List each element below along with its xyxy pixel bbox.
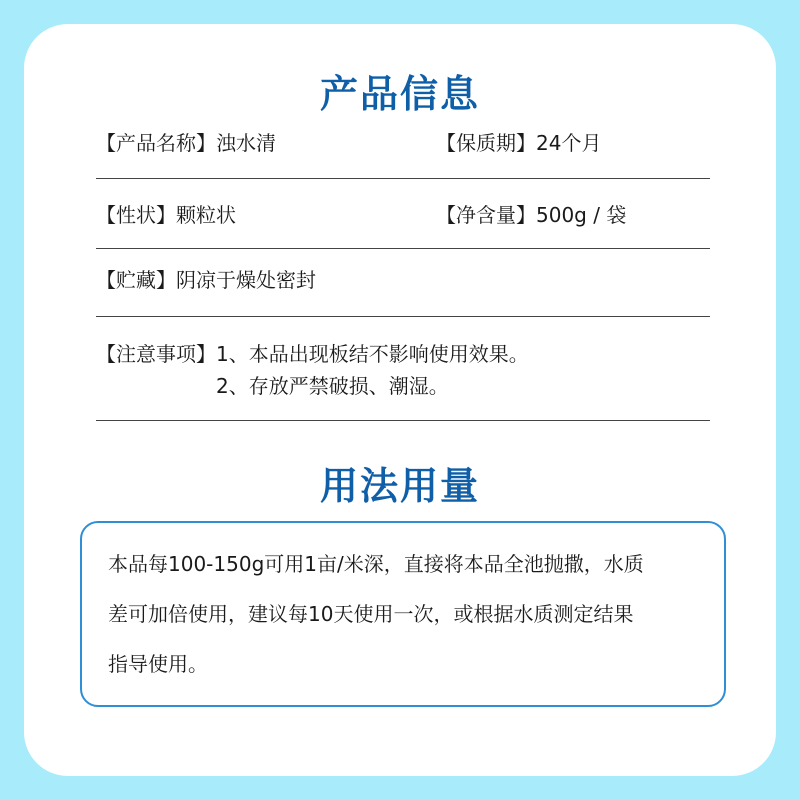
- usage-line: 本品每100-150g可用1亩/米深，直接将本品全池抛撒，水质: [108, 552, 644, 576]
- divider: [96, 248, 710, 249]
- usage-title: 用法用量: [319, 464, 480, 508]
- note-item: 1、本品出现板结不影响使用效果。: [216, 342, 529, 366]
- product-info-title: 产品信息: [319, 72, 480, 116]
- usage-line: 指导使用。: [108, 652, 208, 676]
- net-content-label: 【净含量】: [436, 203, 536, 227]
- product-name-value: 浊水清: [216, 131, 276, 155]
- info-row-form-net: [96, 201, 710, 229]
- note-item: 2、存放严禁破损、潮湿。: [216, 374, 449, 398]
- form-label: 【性状】: [96, 203, 176, 227]
- info-row-name-shelf: [96, 129, 710, 157]
- net-content-value: 500g / 袋: [536, 203, 627, 227]
- info-row-notes: [96, 338, 710, 402]
- usage-line: 差可加倍使用，建议每10天使用一次，或根据水质测定结果: [108, 602, 634, 626]
- divider: [96, 420, 710, 421]
- divider: [96, 178, 710, 179]
- form-value: 颗粒状: [176, 203, 236, 227]
- product-name-label: 【产品名称】: [96, 131, 216, 155]
- storage-label: 【贮藏】: [96, 268, 176, 292]
- shelf-life-label: 【保质期】: [436, 131, 536, 155]
- notes-label: 【注意事项】: [96, 342, 216, 366]
- storage-value: 阴凉于燥处密封: [176, 268, 316, 292]
- divider: [96, 316, 710, 317]
- usage-box: [80, 521, 726, 707]
- info-row-storage: [96, 266, 710, 294]
- shelf-life-value: 24个月: [536, 131, 602, 155]
